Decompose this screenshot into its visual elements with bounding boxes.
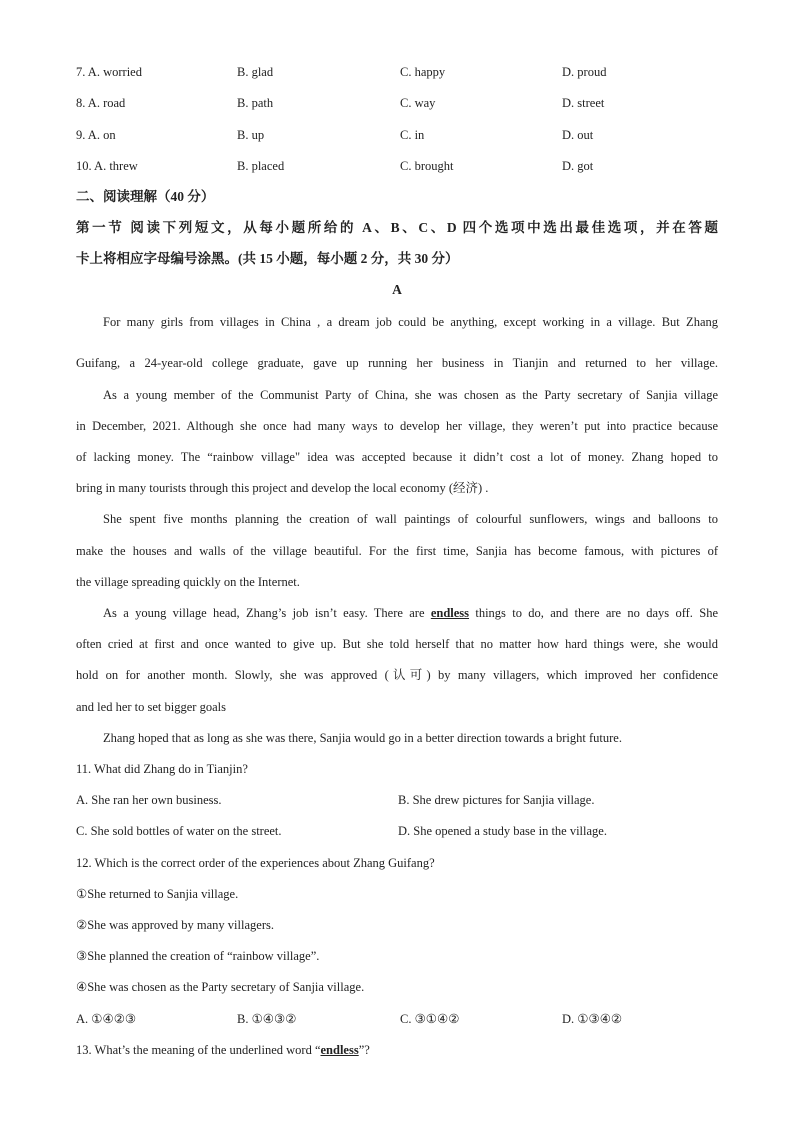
passage-line: and led her to set bigger goals <box>76 700 226 714</box>
passage-line: of lacking money. The “rainbow village" idea was accepted because it didn’t cost a lot of money. Zhang hoped to <box>76 450 718 464</box>
option-b: B. ①④③② <box>237 1012 297 1026</box>
option-d: D. ①③④② <box>562 1012 623 1026</box>
option-c: C. happy <box>400 65 446 79</box>
instructions-line-2: 卡上将相应字母编号涂黑。(共 15 小题，每小题 2 分，共 30 分） <box>76 251 459 266</box>
instructions-line-1: 第一节 阅读下列短文，从每小题所给的 A、B、C、D 四个选项中选出最佳选项，并在答题 <box>76 220 718 235</box>
option-a: 7. A. worried <box>76 65 142 79</box>
underlined-word-endless: endless <box>430 606 470 620</box>
passage-line: For many girls from villages in China , a dream job could be anything, except working in a village. But Zhang <box>103 315 718 329</box>
event-item: ③She planned the creation of “rainbow village”. <box>76 949 320 963</box>
option-b: B. path <box>237 96 274 110</box>
passage-line: She spent five months planning the creation of wall paintings of colourful sunflowers, wings and balloons to <box>103 512 718 526</box>
option-b: B. glad <box>237 65 274 79</box>
passage-line: Zhang hoped that as long as she was there, Sanjia would go in a better direction towards a bright future. <box>103 731 622 745</box>
option-c: C. She sold bottles of water on the street. <box>76 824 282 838</box>
passage-line: Guifang, a 24-year-old college graduate, gave up running her business in Tianjin and returned to her village. <box>76 356 718 370</box>
passage-line: the village spreading quickly on the Internet. <box>76 575 300 589</box>
passage-line: often cried at first and once wanted to give up. But she told herself that no matter how hard things were, she would <box>76 637 718 651</box>
option-a: A. ①④②③ <box>76 1012 137 1026</box>
passage-text: things to do, and there are no days off. She <box>469 606 718 620</box>
option-a: 10. A. threw <box>76 159 138 173</box>
passage-line: hold on for another month. Slowly, she was approved (认可) by many villagers, which improved her confidence <box>76 668 718 682</box>
option-c: C. brought <box>400 159 454 173</box>
option-b: B. She drew pictures for Sanjia village. <box>398 793 595 807</box>
passage-text: As a young village head, Zhang’s job isn’t easy. There are <box>103 606 431 620</box>
option-b: B. up <box>237 128 265 142</box>
event-item: ②She was approved by many villagers. <box>76 918 274 932</box>
passage-line: As a young member of the Communist Party of China, she was chosen as the Party secretary of Sanjia village <box>103 388 718 402</box>
option-c: C. in <box>400 128 425 142</box>
option-d: D. out <box>562 128 594 142</box>
question-13-stem <box>76 1041 718 1059</box>
option-c: C. way <box>400 96 436 110</box>
event-item: ①She returned to Sanjia village. <box>76 887 239 901</box>
passage-line: make the houses and walls of the village beautiful. For the first time, Sanjia has become famous, with pictures of <box>76 544 718 558</box>
option-b: B. placed <box>237 159 285 173</box>
underlined-word-endless: endless <box>320 1043 359 1057</box>
option-d: D. street <box>562 96 605 110</box>
option-d: D. proud <box>562 65 607 79</box>
passage-line: bring in many tourists through this project and develop the local economy (经济) . <box>76 481 489 495</box>
question-12-stem: 12. Which is the correct order of the experiences about Zhang Guifang? <box>76 856 435 870</box>
question-11-stem: 11. What did Zhang do in Tianjin? <box>76 762 248 776</box>
option-c: C. ③①④② <box>400 1012 460 1026</box>
option-d: D. She opened a study base in the village. <box>398 824 607 838</box>
option-a: 9. A. on <box>76 128 116 142</box>
stem-text: ”? <box>358 1043 370 1057</box>
section-title: 二、阅读理解（40 分） <box>76 189 215 204</box>
passage-line <box>103 604 718 622</box>
event-item: ④She was chosen as the Party secretary of Sanjia village. <box>76 980 365 994</box>
passage-line: in December, 2021. Although she once had many ways to develop her village, they weren’t put into practice because <box>76 419 718 433</box>
option-a: 8. A. road <box>76 96 126 110</box>
option-d: D. got <box>562 159 594 173</box>
option-a: A. She ran her own business. <box>76 793 222 807</box>
stem-text: 13. What’s the meaning of the underlined word “ <box>76 1043 321 1057</box>
passage-label: A <box>392 282 402 297</box>
